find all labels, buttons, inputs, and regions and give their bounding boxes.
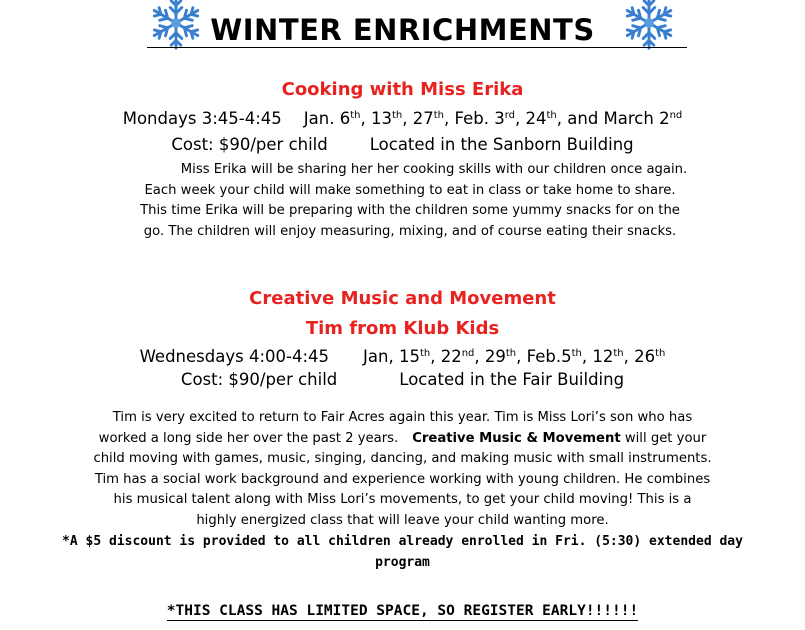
cooking-schedule bbox=[0, 108, 805, 130]
music-description: Tim is very excited to return to Fair Acres again this year. Tim is Miss Lori’s son who has worked a long side her over the past 2 years. Creative Music & Movement will get your child moving with games, music, singing, dancing, and making music with small instruments. Tim has a social work background and experience working with young children. He combines his musical talent along with Miss Lori’s movements, to get your child moving! This is a highly energized class that will leave your child wanting more. bbox=[93, 410, 712, 528]
cooking-location: Located in the Sanborn Building bbox=[369, 135, 634, 154]
music-dates: Jan, 15th, 22nd, 29th, Feb.5th, 12th, 26th bbox=[363, 347, 666, 366]
register-early-note: *THIS CLASS HAS LIMITED SPACE, SO REGISTER EARLY!!!!!! bbox=[166, 603, 639, 619]
cooking-dates: Jan. 6th, 13th, 27th, Feb. 3rd, 24th, and March 2nd bbox=[303, 109, 683, 128]
cooking-heading: Cooking with Miss Erika bbox=[281, 79, 524, 100]
discount-note: *A $5 discount is provided to all children already enrolled in Fri. (5:30) extended day program bbox=[62, 534, 743, 570]
cooking-cost-location bbox=[0, 134, 805, 156]
music-subheading: Tim from Klub Kids bbox=[305, 318, 500, 339]
title-underline bbox=[147, 47, 687, 48]
music-heading: Creative Music and Movement bbox=[249, 288, 556, 309]
music-location: Located in the Fair Building bbox=[399, 370, 625, 389]
music-schedule bbox=[0, 346, 805, 368]
music-cost: Cost: $90/per child bbox=[180, 370, 338, 389]
cooking-description: Miss Erika will be sharing her her cooking skills with our children once again. Each week your child will make something to eat in class or take home to share. This time Erika will be preparing with the children some yummy snacks for on the go. The children will enjoy measuring, mixing, and of course eating their snacks. bbox=[140, 162, 688, 239]
music-day-time: Wednesdays 4:00-4:45 bbox=[139, 347, 330, 366]
cooking-cost: Cost: $90/per child bbox=[171, 135, 328, 154]
music-cost-location bbox=[0, 369, 805, 391]
page-title: WINTER ENRICHMENTS bbox=[210, 13, 595, 47]
cooking-day-time: Mondays 3:45-4:45 bbox=[122, 109, 282, 128]
